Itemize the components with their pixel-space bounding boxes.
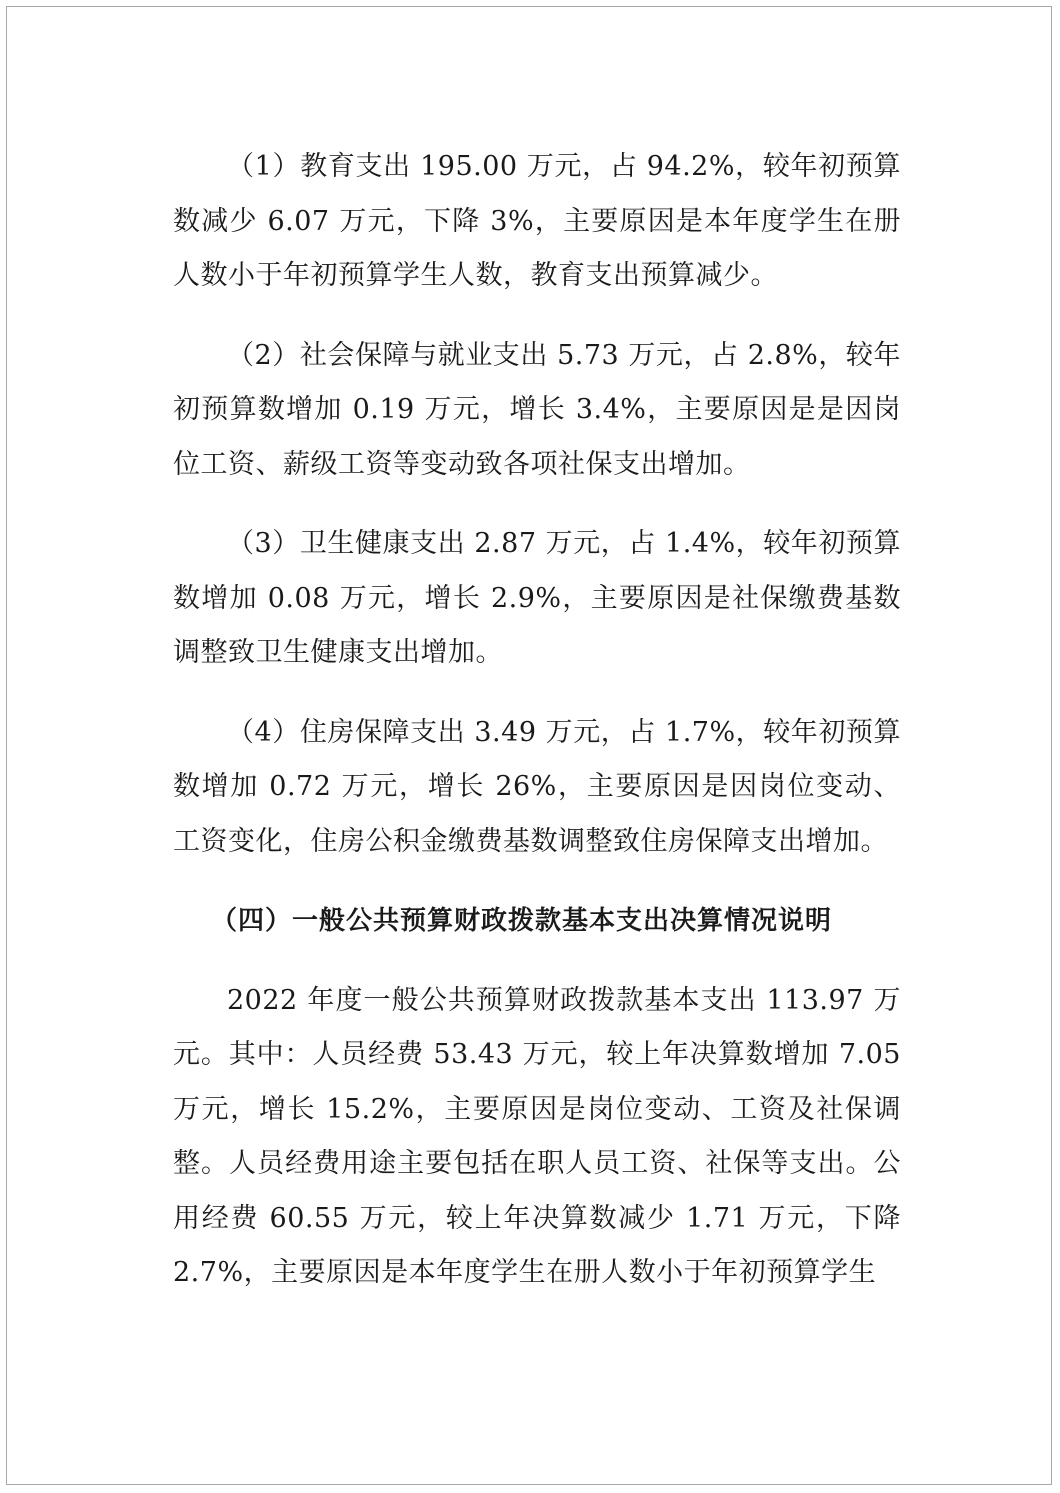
document-body — [173, 140, 901, 1326]
paragraph-housing-expenditure: （4）住房保障支出 3.49 万元，占 1.7%，较年初预算数增加 0.72 万元，增长 26%，主要原因是因岗位变动、工资变化，住房公积金缴费基数调整致住房保障支出增加。 — [173, 716, 901, 857]
paragraph-social-security-expenditure: （2）社会保障与就业支出 5.73 万元，占 2.8%，较年初预算数增加 0.19 万元，增长 3.4%，主要原因是是因岗位工资、薪级工资等变动致各项社保支出增加。 — [173, 339, 901, 480]
paragraph-basic-expenditure-detail: 2022 年度一般公共预算财政拨款基本支出 113.97 万元。其中：人员经费 53.43 万元，较上年决算数增加 7.05 万元，增长 15.2%，主要原因是岗位变动、工资及社保调整。人员经费用途主要包括在职人员工资、社保等支出。公用经费 60.55 万元，较上年决算数减少 1.71 万元，下降 2.7%，主要原因是本年度学生在册人数小于年初预算学生 — [173, 984, 901, 1288]
section-heading-basic-expenditure: （四）一般公共预算财政拨款基本支出决算情况说明 — [211, 906, 833, 936]
paragraph-education-expenditure: （1）教育支出 195.00 万元，占 94.2%，较年初预算数减少 6.07 万元，下降 3%，主要原因是本年度学生在册人数小于年初预算学生人数，教育支出预算减少。 — [173, 151, 901, 291]
document-page — [6, 6, 1052, 1485]
paragraph-health-expenditure: （3）卫生健康支出 2.87 万元，占 1.4%，较年初预算数增加 0.08 万元，增长 2.9%，主要原因是社保缴费基数调整致卫生健康支出增加。 — [173, 528, 901, 668]
